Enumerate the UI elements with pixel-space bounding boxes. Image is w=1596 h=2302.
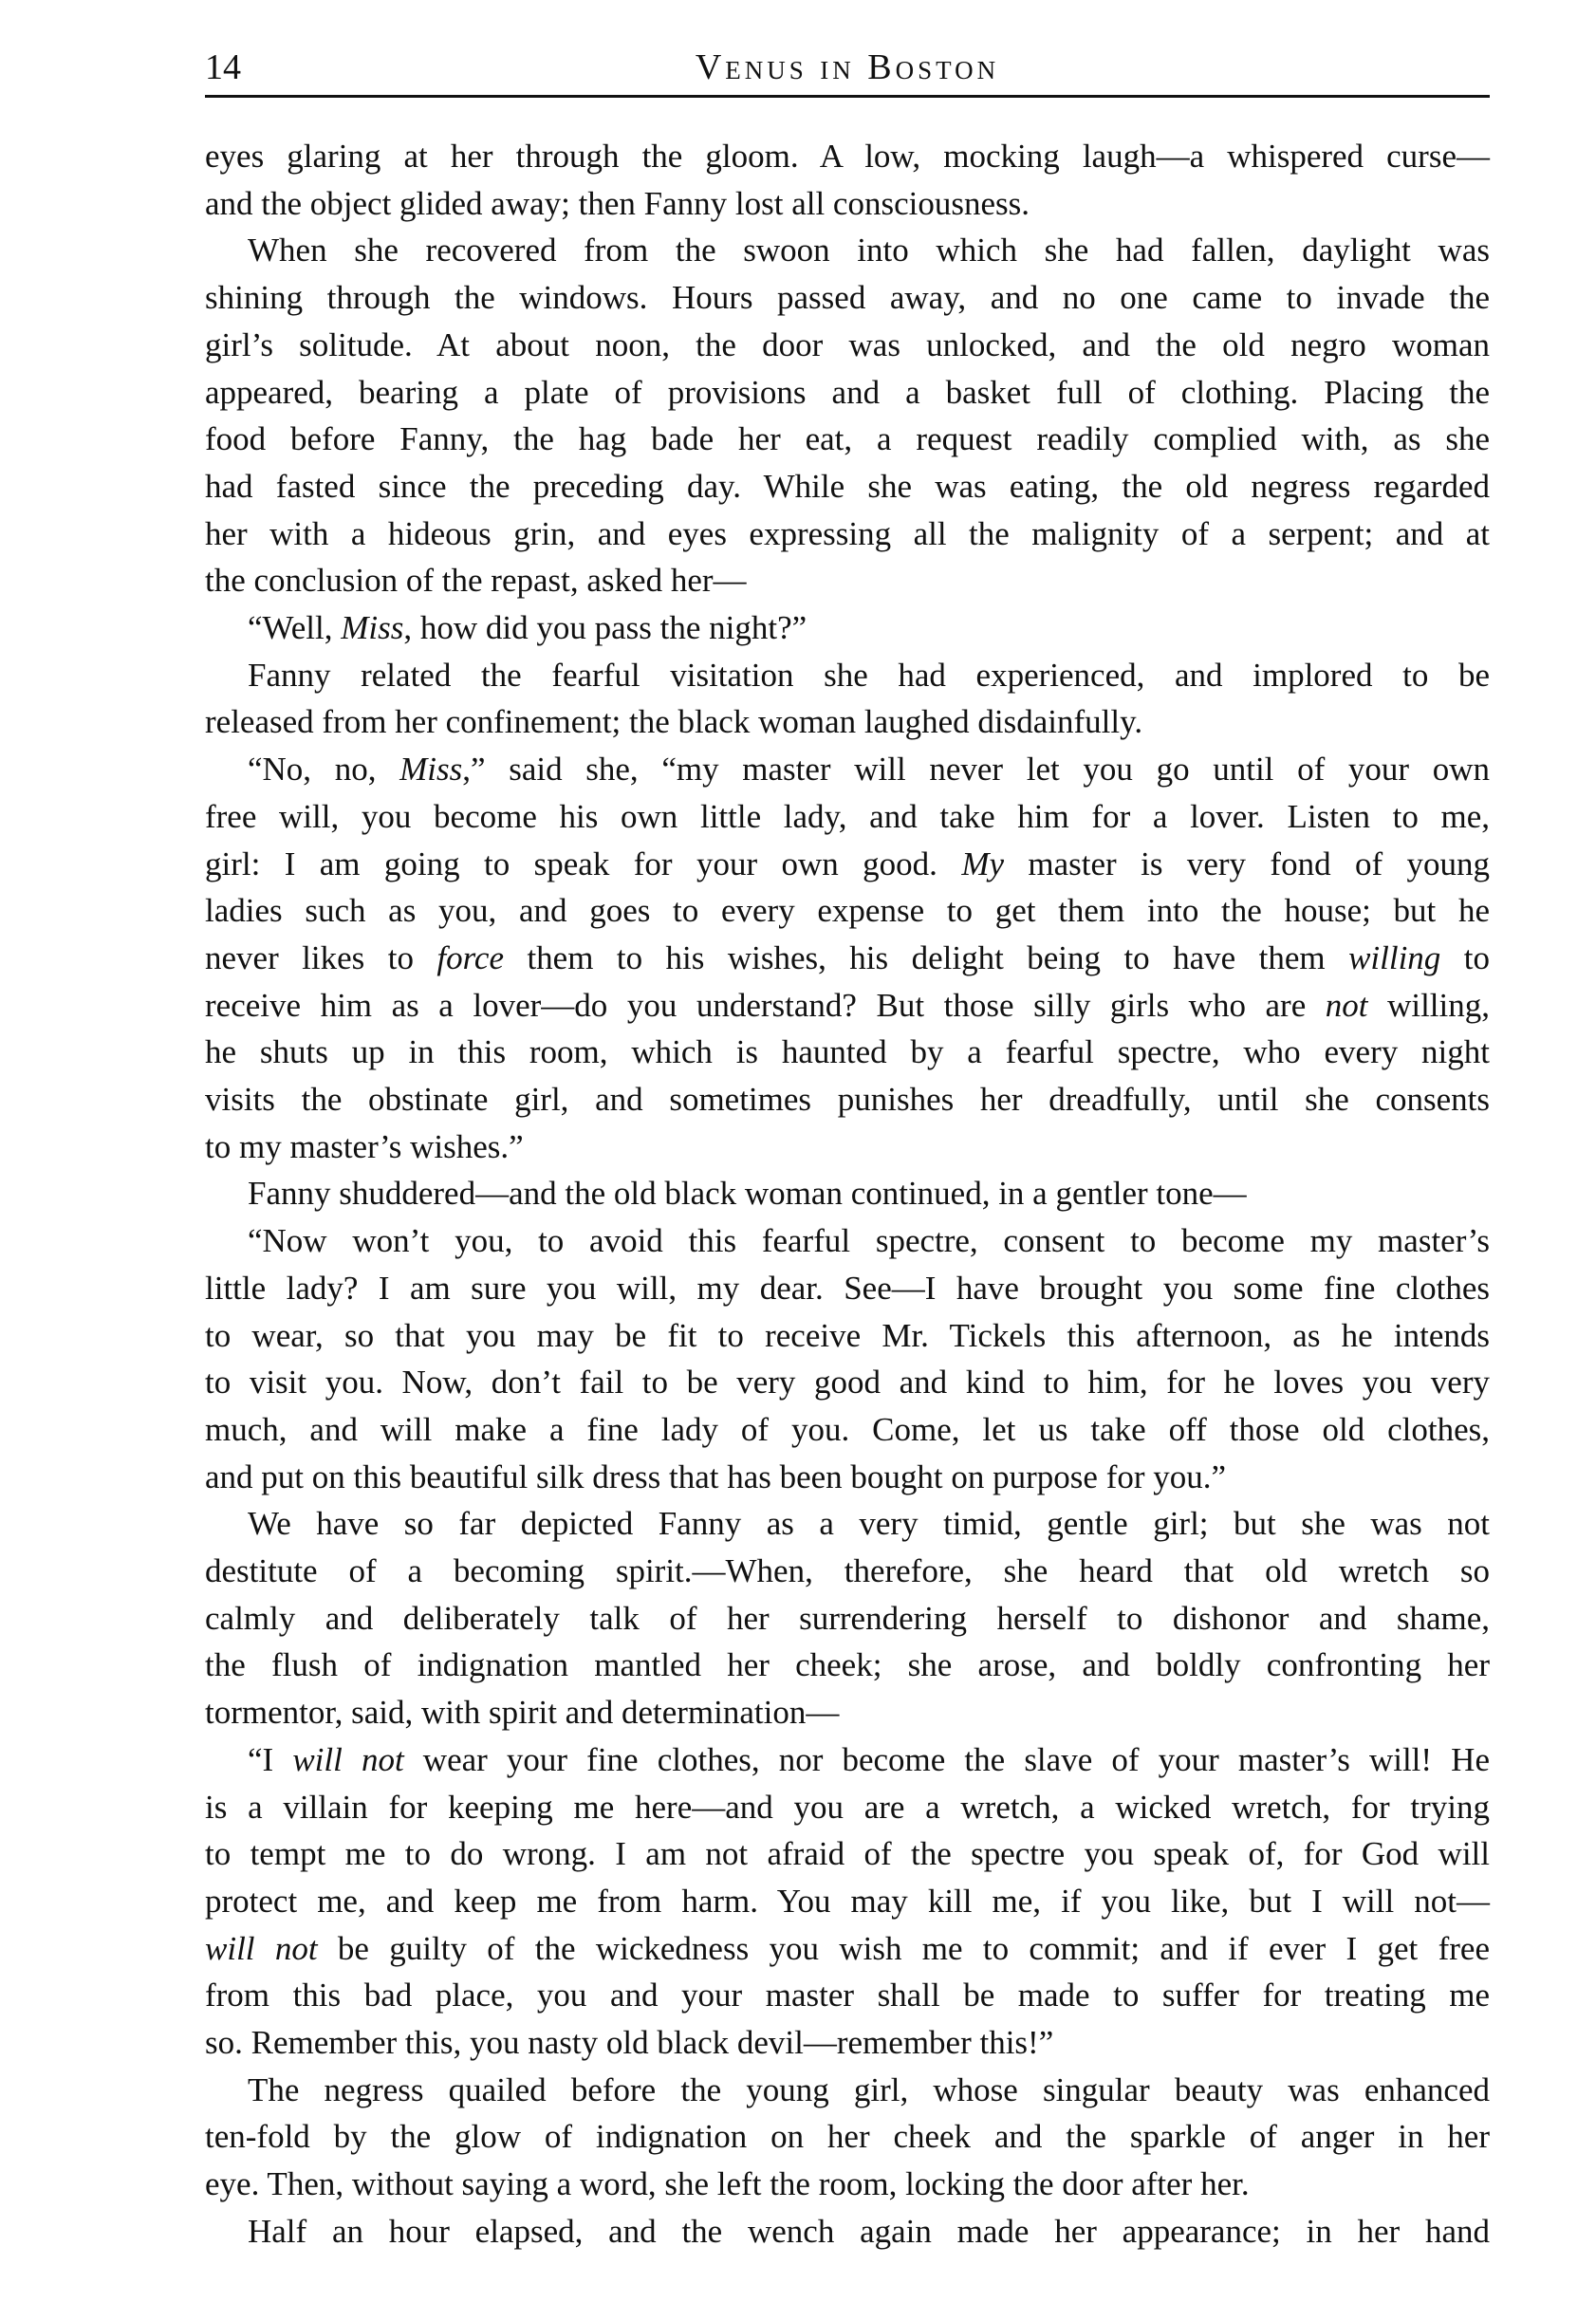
italic-text: Miss: [399, 751, 463, 788]
text-line: [205, 1595, 1490, 1643]
text-line: [205, 1454, 1490, 1501]
text-run: The negress quailed before the young girl, whose singular beauty was enhanced: [248, 2071, 1490, 2108]
text-run: ,” said she, “my master will never let you go until of your own: [462, 751, 1490, 788]
text-run: protect me, and keep me from harm. You may kill me, if you like, but I will not—: [205, 1883, 1490, 1920]
text-line: [205, 1784, 1490, 1831]
italic-text: will not: [205, 1930, 318, 1967]
text-run: We have so far depicted Fanny as a very timid, gentle girl; but she was not: [248, 1505, 1490, 1542]
text-run: to wear, so that you may be fit to receive Mr. Tickels this afternoon, as he intends: [205, 1317, 1490, 1354]
text-line: [205, 1029, 1490, 1076]
text-run: had fasted since the preceding day. While she was eating, the old negress regarded: [205, 468, 1490, 505]
text-run: and put on this beautiful silk dress that has been bought on purpose for you.”: [205, 1458, 1227, 1495]
running-title: Venus in Boston: [695, 47, 1000, 87]
text-run: , how did you pass the night?”: [403, 609, 807, 646]
text-run: girl’s solitude. At about noon, the door was unlocked, and the old negro woman: [205, 326, 1490, 363]
text-line: [205, 1076, 1490, 1123]
text-line: [248, 746, 1490, 793]
text-line: [205, 1689, 1490, 1736]
text-run: to my master’s wishes.”: [205, 1128, 524, 1165]
text-run: little lady? I am sure you will, my dear. See—I have brought you some fine clothes: [205, 1270, 1490, 1307]
text-line: [205, 935, 1490, 982]
text-run: wear your fine clothes, nor become the slave of your master’s will! He: [403, 1741, 1490, 1778]
text-line: [205, 982, 1490, 1030]
text-line: [205, 887, 1490, 935]
text-line: [205, 1878, 1490, 1925]
text-run: When she recovered from the swoon into which she had fallen, daylight was: [248, 232, 1490, 269]
text-line: [205, 793, 1490, 841]
text-run: her with a hideous grin, and eyes expressing all the malignity of a serpent; and at: [205, 515, 1490, 552]
text-run: Fanny shuddered—and the old black woman continued, in a gentler tone—: [248, 1175, 1247, 1212]
text-run: so. Remember this, you nasty old black devil—remember this!”: [205, 2024, 1054, 2061]
text-line: [205, 2161, 1490, 2208]
text-line: [205, 133, 1490, 180]
text-run: willing,: [1367, 987, 1490, 1024]
text-run: and the object glided away; then Fanny lost all consciousness.: [205, 185, 1030, 222]
italic-text: willing: [1348, 939, 1441, 976]
text-line: [205, 2113, 1490, 2161]
text-run: “Well,: [248, 609, 342, 646]
text-run: “I: [248, 1741, 293, 1778]
text-run: calmly and deliberately talk of her surrendering herself to dishonor and shame,: [205, 1600, 1490, 1637]
text-line: [248, 1170, 1490, 1217]
text-run: ladies such as you, and goes to every expense to get them into the house; but he: [205, 892, 1490, 929]
text-line: [248, 2208, 1490, 2256]
text-run: them to his wishes, his delight being to have them: [504, 939, 1349, 976]
text-run: Fanny related the fearful visitation she had experienced, and implored to be: [248, 657, 1490, 694]
text-line: [205, 180, 1490, 228]
text-line: [205, 416, 1490, 463]
text-run: to: [1440, 939, 1490, 976]
text-line: [205, 463, 1490, 511]
text-line: [248, 604, 1490, 652]
text-run: tormentor, said, with spirit and determination—: [205, 1694, 840, 1731]
header-rule: [205, 95, 1490, 98]
italic-text: Miss: [341, 609, 404, 646]
text-run: Half an hour elapsed, and the wench again made her appearance; in her hand: [248, 2213, 1490, 2250]
text-line: [248, 2067, 1490, 2114]
text-run: free will, you become his own little lady, and take him for a lover. Listen to me,: [205, 798, 1490, 835]
text-line: [205, 322, 1490, 369]
text-line: [205, 1642, 1490, 1689]
text-line: [205, 1265, 1490, 1312]
text-line: [248, 1500, 1490, 1548]
text-line: [205, 698, 1490, 746]
running-head: [205, 44, 1490, 91]
text-run: never likes to: [205, 939, 437, 976]
text-line: [205, 841, 1490, 888]
text-line: [248, 652, 1490, 699]
text-run: much, and will make a fine lady of you. Come, let us take off those old clothes,: [205, 1411, 1490, 1448]
text-line: [205, 557, 1490, 604]
italic-text: not: [1325, 987, 1368, 1024]
text-run: appeared, bearing a plate of provisions and a basket full of clothing. Placing the: [205, 374, 1490, 411]
italic-text: will not: [292, 1741, 404, 1778]
text-run: eyes glaring at her through the gloom. A low, mocking laugh—a whispered curse—: [205, 138, 1490, 175]
text-line: [248, 1217, 1490, 1265]
text-run: “No, no,: [248, 751, 400, 788]
text-run: girl: I am going to speak for your own good.: [205, 845, 962, 882]
text-run: destitute of a becoming spirit.—When, therefore, she heard that old wretch so: [205, 1552, 1490, 1589]
text-run: receive him as a lover—do you understand? But those silly girls who are: [205, 987, 1326, 1024]
text-line: [205, 1312, 1490, 1360]
text-run: shining through the windows. Hours passed away, and no one came to invade the: [205, 279, 1490, 316]
text-line: [205, 369, 1490, 417]
text-line: [205, 274, 1490, 322]
text-line: [205, 2019, 1490, 2067]
text-line: [205, 1123, 1490, 1171]
text-run: visits the obstinate girl, and sometimes punishes her dreadfully, until she consents: [205, 1081, 1490, 1118]
text-run: to visit you. Now, don’t fail to be very good and kind to him, for he loves you very: [205, 1364, 1490, 1401]
text-line: [205, 1548, 1490, 1595]
text-run: to tempt me to do wrong. I am not afraid of the spectre you speak of, for God will: [205, 1835, 1490, 1872]
text-run: is a villain for keeping me here—and you are a wretch, a wicked wretch, for trying: [205, 1789, 1490, 1826]
text-line: [248, 227, 1490, 274]
text-run: released from her confinement; the black woman laughed disdainfully.: [205, 703, 1143, 740]
text-run: the flush of indignation mantled her cheek; she arose, and boldly confronting her: [205, 1646, 1490, 1683]
page-number: 14: [205, 47, 241, 87]
italic-text: My: [961, 845, 1005, 882]
text-run: “Now won’t you, to avoid this fearful spectre, consent to become my master’s: [248, 1222, 1490, 1259]
text-line: [205, 511, 1490, 558]
text-line: [248, 1736, 1490, 1784]
text-line: [205, 1925, 1490, 1973]
text-line: [205, 1830, 1490, 1878]
text-run: the conclusion of the repast, asked her—: [205, 562, 747, 599]
text-run: from this bad place, you and your master shall be made to suffer for treating me: [205, 1977, 1490, 2014]
text-run: he shuts up in this room, which is haunted by a fearful spectre, who every night: [205, 1033, 1490, 1070]
text-line: [205, 1359, 1490, 1406]
text-run: master is very fond of young: [1004, 845, 1491, 882]
text-run: eye. Then, without saying a word, she left the room, locking the door after her.: [205, 2165, 1250, 2202]
text-run: food before Fanny, the hag bade her eat, a request readily complied with, as she: [205, 420, 1490, 457]
text-run: ten-fold by the glow of indignation on her cheek and the sparkle of anger in her: [205, 2118, 1490, 2155]
italic-text: force: [436, 939, 505, 976]
text-line: [205, 1972, 1490, 2019]
text-line: [205, 1406, 1490, 1454]
text-run: be guilty of the wickedness you wish me to commit; and if ever I get free: [317, 1930, 1490, 1967]
